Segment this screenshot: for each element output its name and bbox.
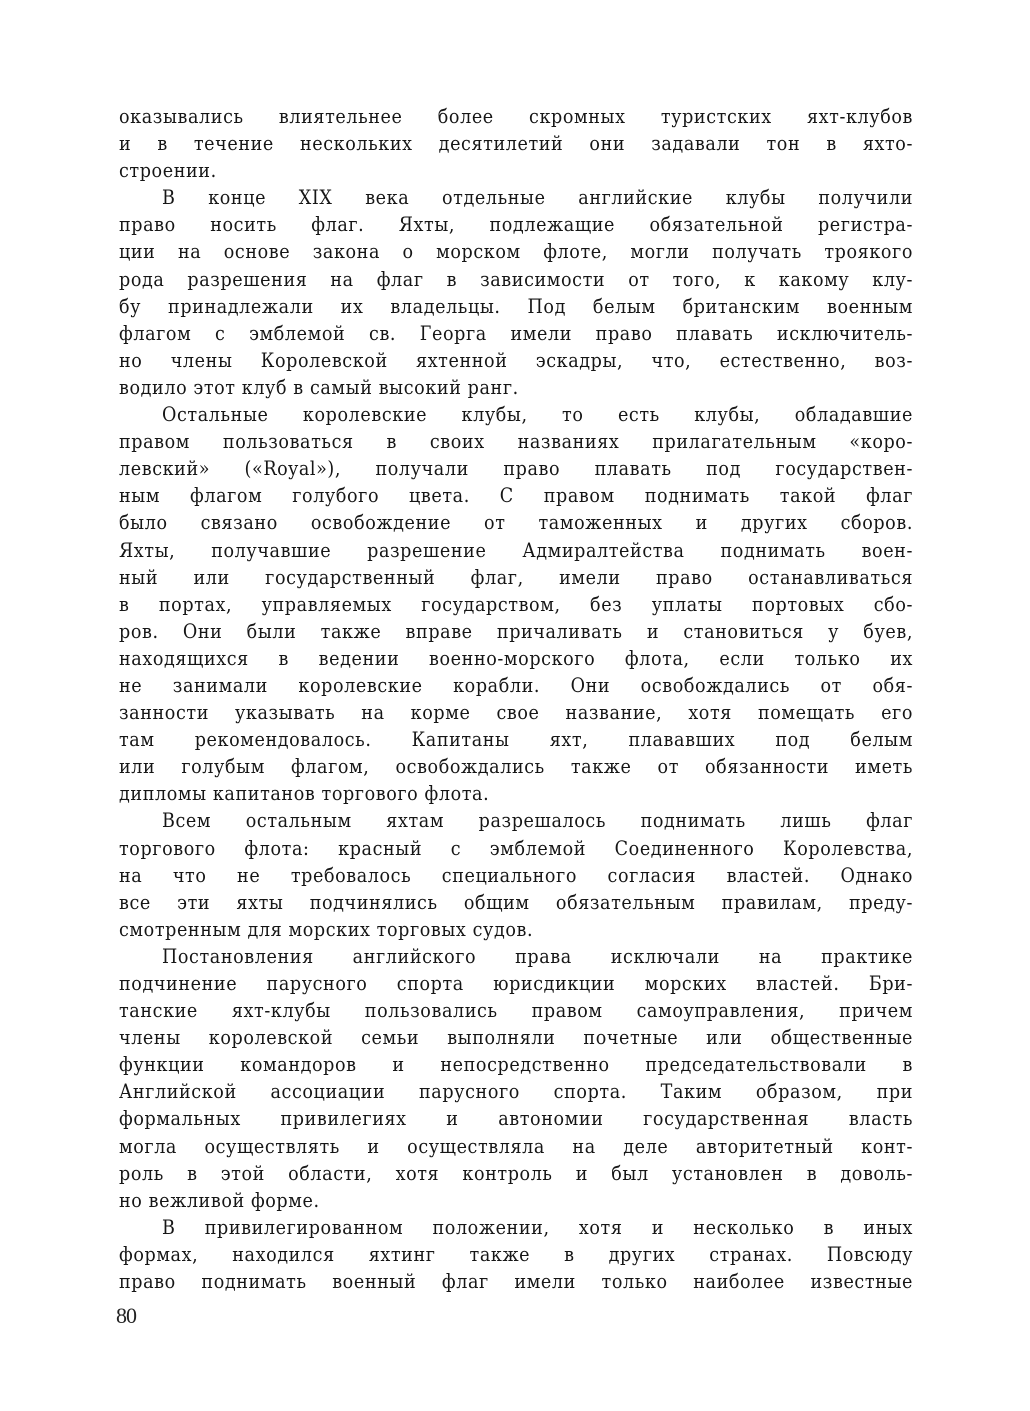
text-line: занности указывать на корме свое название, хотя помещать его	[119, 701, 913, 725]
paragraph	[119, 103, 913, 184]
text-line: строении.	[119, 159, 217, 183]
paragraph	[119, 401, 913, 807]
text-line: В привилегированном положении, хотя и несколько в иных	[162, 1215, 913, 1239]
text-line: Английской ассоциации парусного спорта. Таким образом, при	[119, 1080, 913, 1104]
text-line: право поднимать военный флаг имели только наиболее известные	[119, 1270, 913, 1294]
text-line: Всем остальным яхтам разрешалось поднимать лишь флаг	[162, 809, 913, 833]
text-line: танские яхт-клубы пользовались правом самоуправления, причем	[119, 999, 913, 1023]
text-line: флагом с эмблемой св. Георга имели право плавать исключитель-	[119, 321, 913, 345]
text-line: все эти яхты подчинялись общим обязательным правилам, преду-	[119, 890, 913, 914]
text-line: функции командоров и непосредственно председательствовали в	[119, 1053, 913, 1077]
text-line: находящихся в ведении военно-морского флота, если только их	[119, 646, 913, 670]
text-line: ный или государственный флаг, имели право останавливаться	[119, 565, 913, 589]
text-line: было связано освобождение от таможенных и других сборов.	[119, 511, 913, 535]
text-line: ров. Они были также вправе причаливать и становиться у буев,	[119, 619, 913, 643]
text-line: но члены Королевской яхтенной эскадры, что, естественно, воз-	[119, 348, 913, 372]
text-line: торгового флота: красный с эмблемой Соединенного Королевства,	[119, 836, 913, 860]
text-line: роль в этой области, хотя контроль и был установлен в доволь-	[119, 1161, 913, 1185]
paragraph	[119, 184, 913, 401]
text-line: рода разрешения на флаг в зависимости от того, к какому клу-	[119, 267, 913, 291]
text-line: в портах, управляемых государством, без уплаты портовых сбо-	[119, 592, 913, 616]
text-line: там рекомендовалось. Капитаны яхт, плававших под белым	[119, 728, 913, 752]
text-line: левский» («Royal»), получали право плавать под государствен-	[119, 457, 913, 481]
text-line: Остальные королевские клубы, то есть клубы, обладавшие	[162, 403, 913, 427]
text-line: Яхты, получавшие разрешение Адмиралтейства поднимать воен-	[119, 538, 913, 562]
text-line: формах, находился яхтинг также в других странах. Повсюду	[119, 1242, 913, 1266]
text-line: ным флагом голубого цвета. С правом поднимать такой флаг	[119, 484, 913, 508]
text-line: подчинение парусного спорта юрисдикции морских властей. Бри-	[119, 972, 913, 995]
text-line: бу принадлежали их владельцы. Под белым британским военным	[119, 294, 913, 318]
text-line: водило этот клуб в самый высокий ранг.	[119, 375, 519, 399]
text-line: и в течение нескольких десятилетий они задавали тон в яхто-	[119, 132, 913, 156]
text-line: дипломы капитанов торгового флота.	[119, 782, 490, 806]
text-line: ции на основе закона о морском флоте, могли получать троякого	[119, 240, 913, 264]
paragraph	[119, 1214, 913, 1295]
text-line: могла осуществлять и осуществляла на деле авторитетный конт-	[119, 1134, 913, 1158]
text-line: не занимали королевские корабли. Они освобождались от обя-	[119, 673, 913, 697]
body-text	[119, 103, 913, 1295]
text-line: Постановления английского права исключали на практике	[162, 944, 913, 968]
paragraph	[119, 943, 913, 1214]
text-line: на что не требовалось специального согласия властей. Однако	[119, 863, 913, 887]
text-line: оказывались влиятельнее более скромных туристских яхт-клубов	[119, 105, 913, 128]
text-line: В конце XIX века отдельные английские клубы получили	[162, 186, 913, 210]
text-line: члены королевской семьи выполняли почетные или общественные	[119, 1026, 913, 1050]
text-line: смотренным для морских торговых судов.	[119, 917, 534, 941]
text-line: но вежливой форме.	[119, 1188, 320, 1212]
text-line: или голубым флагом, освобождались также от обязанности иметь	[119, 755, 913, 779]
page-number: 80	[116, 1303, 136, 1328]
text-line: правом пользоваться в своих названиях прилагательным «коро-	[119, 430, 913, 454]
paragraph	[119, 807, 913, 942]
text-line: право носить флаг. Яхты, подлежащие обязательной регистра-	[119, 213, 913, 237]
text-line: формальных привилегиях и автономии государственная власть	[119, 1107, 913, 1131]
